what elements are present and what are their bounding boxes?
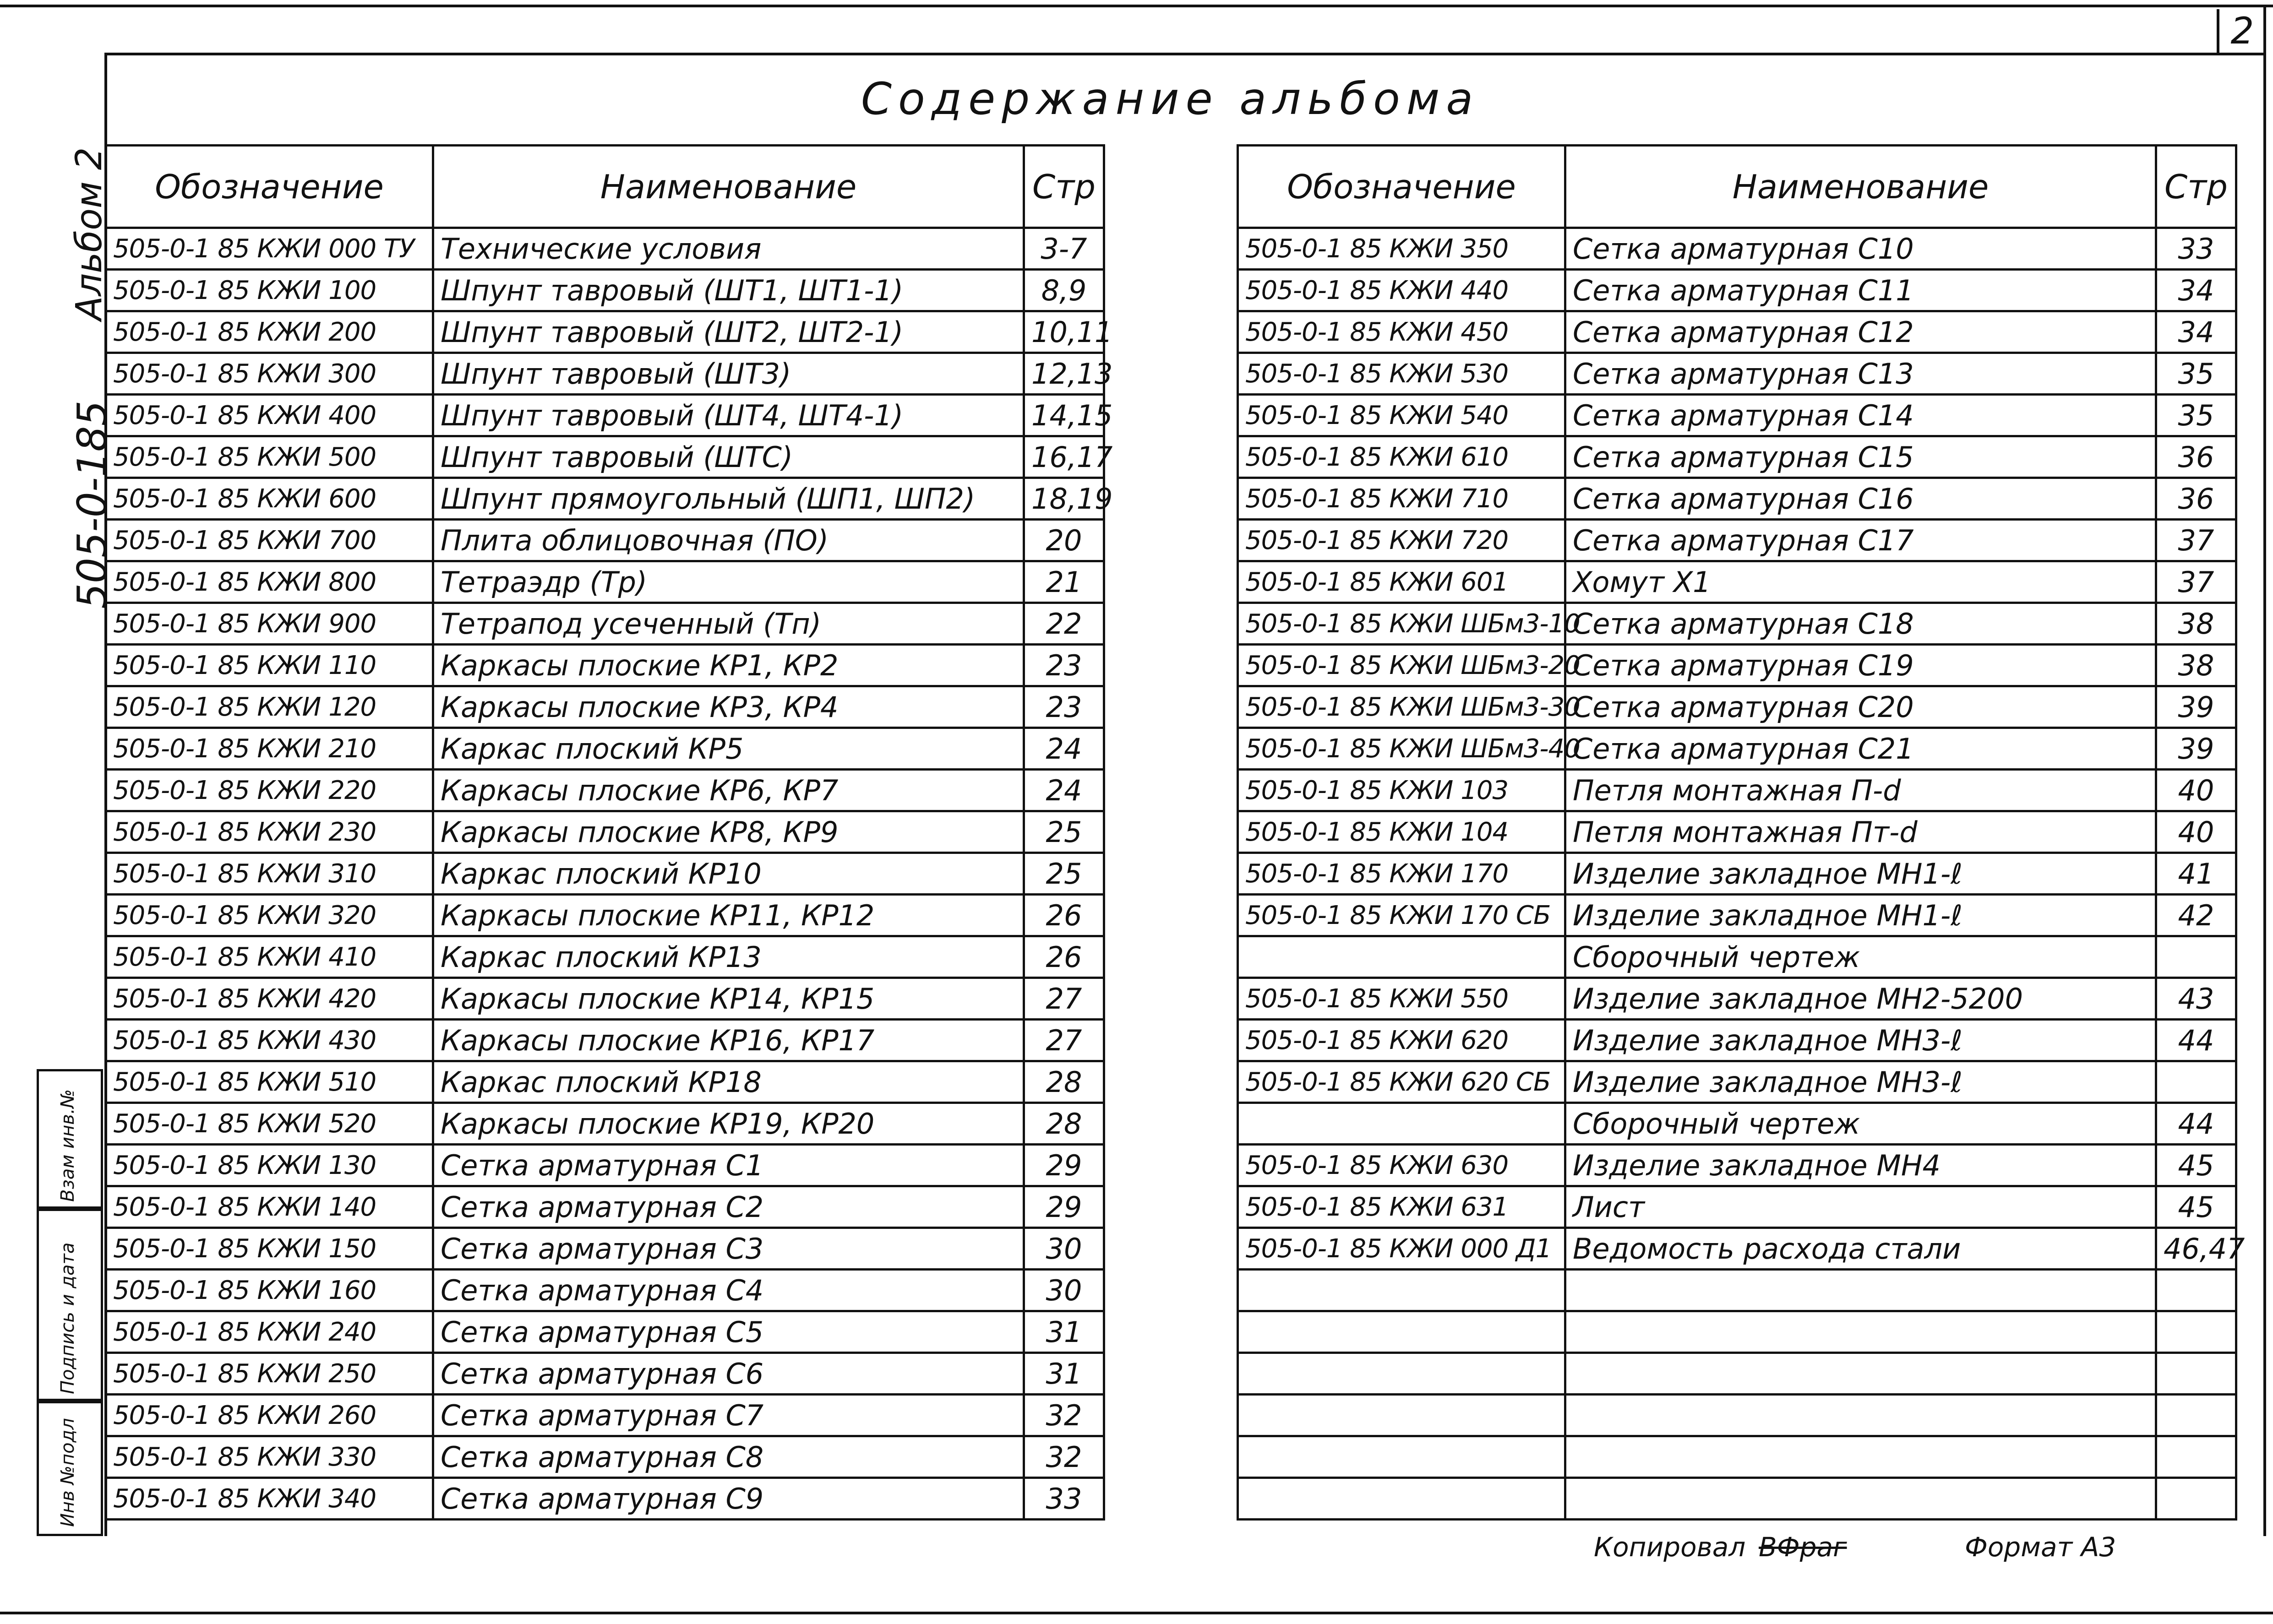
- designation-cell: 505-0-1 85 КЖИ 260: [106, 1395, 433, 1436]
- name-cell: Каркас плоский КР13: [433, 936, 1024, 978]
- table-row: [106, 728, 1104, 770]
- designation-cell: 505-0-1 85 КЖИ 700: [106, 520, 433, 561]
- table-row: [1238, 1311, 2236, 1353]
- table-row: [1238, 1145, 2236, 1186]
- page-cell: 16,17: [1024, 436, 1104, 478]
- table-row: [106, 1270, 1104, 1311]
- designation-cell: 505-0-1 85 КЖИ 210: [106, 728, 433, 770]
- table-row: [1238, 1020, 2236, 1061]
- name-cell: Изделие закладное МН3-ℓ: [1565, 1061, 2156, 1103]
- contents-table-right: [1237, 144, 2245, 1521]
- designation-cell: 505-0-1 85 КЖИ 240: [106, 1311, 433, 1353]
- designation-cell: 505-0-1 85 КЖИ 610: [1238, 436, 1565, 478]
- page-cell: 40: [2156, 770, 2236, 811]
- page-cell: 26: [1024, 936, 1104, 978]
- page-cell: 25: [1024, 811, 1104, 853]
- designation-cell: 505-0-1 85 КЖИ 631: [1238, 1186, 1565, 1228]
- table-row: [106, 520, 1104, 561]
- name-cell: Петля монтажная Пт-d: [1565, 811, 2156, 853]
- page-cell: 28: [1024, 1103, 1104, 1145]
- name-cell: Сетка арматурная С5: [433, 1311, 1024, 1353]
- designation-cell: 505-0-1 85 КЖИ 400: [106, 395, 433, 436]
- page-cell: [2156, 1311, 2236, 1353]
- name-cell: Хомут Х1: [1565, 561, 2156, 603]
- table-row: [1238, 561, 2236, 603]
- name-cell: Ведомость расхода стали: [1565, 1228, 2156, 1270]
- page-cell: 44: [2156, 1103, 2236, 1145]
- table-row: [106, 1436, 1104, 1478]
- table-row: [106, 645, 1104, 686]
- name-cell: Сетка арматурная С2: [433, 1186, 1024, 1228]
- page-cell: 42: [2156, 895, 2236, 936]
- designation-cell: 505-0-1 85 КЖИ 250: [106, 1353, 433, 1395]
- page-cell: 18,19: [1024, 478, 1104, 520]
- name-cell: Каркасы плоские КР19, КР20: [433, 1103, 1024, 1145]
- name-cell: Сетка арматурная С16: [1565, 478, 2156, 520]
- page-cell: 29: [1024, 1145, 1104, 1186]
- table-row: [106, 978, 1104, 1020]
- page-cell: 32: [1024, 1436, 1104, 1478]
- designation-cell: [1238, 936, 1565, 978]
- designation-cell: 505-0-1 85 КЖИ 540: [1238, 395, 1565, 436]
- name-cell: Каркасы плоские КР8, КР9: [433, 811, 1024, 853]
- name-cell: Сетка арматурная С13: [1565, 353, 2156, 395]
- name-cell: Сетка арматурная С7: [433, 1395, 1024, 1436]
- table-row: [1238, 520, 2236, 561]
- page-cell: 33: [2156, 228, 2236, 270]
- designation-cell: [1238, 1395, 1565, 1436]
- table-row: [1238, 1270, 2236, 1311]
- name-cell: Сетка арматурная С17: [1565, 520, 2156, 561]
- table-row: [106, 1186, 1104, 1228]
- page-cell: 26: [1024, 895, 1104, 936]
- table-row: [106, 478, 1104, 520]
- table-row: [1238, 686, 2236, 728]
- page-cell: 38: [2156, 645, 2236, 686]
- table-row: [106, 228, 1104, 270]
- table-row: [106, 895, 1104, 936]
- table-row: [106, 395, 1104, 436]
- table-row: [1238, 353, 2236, 395]
- designation-cell: 505-0-1 85 КЖИ 000 Д1: [1238, 1228, 1565, 1270]
- name-cell: Сетка арматурная С6: [433, 1353, 1024, 1395]
- table-row: [106, 311, 1104, 353]
- name-cell: Шпунт тавровый (ШТ1, ШТ1-1): [433, 270, 1024, 311]
- table-row: [106, 353, 1104, 395]
- designation-cell: 505-0-1 85 КЖИ 620: [1238, 1020, 1565, 1061]
- header-name: Наименование: [433, 146, 1024, 228]
- table-row: [106, 1103, 1104, 1145]
- page-cell: 28: [1024, 1061, 1104, 1103]
- table-row: [1238, 728, 2236, 770]
- designation-cell: 505-0-1 85 КЖИ 310: [106, 853, 433, 895]
- table-row: [1238, 603, 2236, 645]
- page-cell: 10,11: [1024, 311, 1104, 353]
- name-cell: Изделие закладное МН1-ℓ: [1565, 853, 2156, 895]
- name-cell: Сетка арматурная С14: [1565, 395, 2156, 436]
- name-cell: Каркас плоский КР10: [433, 853, 1024, 895]
- designation-cell: 505-0-1 85 КЖИ 104: [1238, 811, 1565, 853]
- name-cell: Сетка арматурная С12: [1565, 311, 2156, 353]
- name-cell: Лист: [1565, 1186, 2156, 1228]
- name-cell: Сборочный чертеж: [1565, 1103, 2156, 1145]
- name-cell: Каркас плоский КР5: [433, 728, 1024, 770]
- name-cell: Каркасы плоские КР14, КР15: [433, 978, 1024, 1020]
- page-cell: 35: [2156, 353, 2236, 395]
- designation-cell: 505-0-1 85 КЖИ 340: [106, 1478, 433, 1520]
- name-cell: Сетка арматурная С18: [1565, 603, 2156, 645]
- name-cell: Каркас плоский КР18: [433, 1061, 1024, 1103]
- name-cell: Шпунт тавровый (ШТ3): [433, 353, 1024, 395]
- table-row: [1238, 645, 2236, 686]
- designation-cell: 505-0-1 85 КЖИ 100: [106, 270, 433, 311]
- table-row: [1238, 978, 2236, 1020]
- name-cell: Сетка арматурная С8: [433, 1436, 1024, 1478]
- page-cell: 30: [1024, 1228, 1104, 1270]
- page-cell: 40: [2156, 811, 2236, 853]
- page-cell: 46,47: [2156, 1228, 2236, 1270]
- designation-cell: 505-0-1 85 КЖИ 900: [106, 603, 433, 645]
- page-cell: 43: [2156, 978, 2236, 1020]
- table-row: [1238, 770, 2236, 811]
- frame-top-line: [0, 5, 2273, 7]
- designation-cell: 505-0-1 85 КЖИ 530: [1238, 353, 1565, 395]
- page-cell: 27: [1024, 1020, 1104, 1061]
- header-designation: Обозначение: [106, 146, 433, 228]
- table-row: [106, 936, 1104, 978]
- designation-cell: 505-0-1 85 КЖИ ШБм3-40: [1238, 728, 1565, 770]
- page-cell: 8,9: [1024, 270, 1104, 311]
- designation-cell: 505-0-1 85 КЖИ 550: [1238, 978, 1565, 1020]
- page-cell: 25: [1024, 853, 1104, 895]
- designation-cell: 505-0-1 85 КЖИ 160: [106, 1270, 433, 1311]
- table-row: [1238, 811, 2236, 853]
- name-cell: Сетка арматурная С15: [1565, 436, 2156, 478]
- name-cell: Плита облицовочная (ПО): [433, 520, 1024, 561]
- copied-by-label: Копировал: [1594, 1532, 1746, 1563]
- designation-cell: [1238, 1103, 1565, 1145]
- designation-cell: 505-0-1 85 КЖИ 630: [1238, 1145, 1565, 1186]
- page-cell: [2156, 1061, 2236, 1103]
- designation-cell: 505-0-1 85 КЖИ 330: [106, 1436, 433, 1478]
- name-cell: [1565, 1436, 2156, 1478]
- page-cell: 39: [2156, 686, 2236, 728]
- designation-cell: [1238, 1436, 1565, 1478]
- name-cell: Сетка арматурная С10: [1565, 228, 2156, 270]
- table-row: [1238, 395, 2236, 436]
- name-cell: Сетка арматурная С1: [433, 1145, 1024, 1186]
- name-cell: Изделие закладное МН1-ℓ: [1565, 895, 2156, 936]
- table-row: [1238, 936, 2236, 978]
- page-cell: 38: [2156, 603, 2236, 645]
- table-row: [106, 686, 1104, 728]
- name-cell: Изделие закладное МН2-5200: [1565, 978, 2156, 1020]
- designation-cell: 505-0-1 85 КЖИ 500: [106, 436, 433, 478]
- table-row: [1238, 478, 2236, 520]
- page-cell: [2156, 936, 2236, 978]
- name-cell: Шпунт тавровый (ШТС): [433, 436, 1024, 478]
- name-cell: Изделие закладное МН4: [1565, 1145, 2156, 1186]
- page-cell: 41: [2156, 853, 2236, 895]
- name-cell: [1565, 1478, 2156, 1520]
- designation-cell: 505-0-1 85 КЖИ 410: [106, 936, 433, 978]
- page-cell: 44: [2156, 1020, 2236, 1061]
- table-row: [1238, 853, 2236, 895]
- frame-inner-top-line: [104, 53, 2266, 55]
- page-cell: 31: [1024, 1353, 1104, 1395]
- designation-cell: 505-0-1 85 КЖИ 601: [1238, 561, 1565, 603]
- name-cell: Каркасы плоские КР3, КР4: [433, 686, 1024, 728]
- header-page: Стр: [2156, 146, 2236, 228]
- table-row: [1238, 1478, 2236, 1520]
- page-cell: 34: [2156, 270, 2236, 311]
- page-cell: 32: [1024, 1395, 1104, 1436]
- name-cell: [1565, 1353, 2156, 1395]
- page-title: Содержание альбома: [861, 73, 1480, 125]
- table-row: [106, 1478, 1104, 1520]
- designation-cell: [1238, 1478, 1565, 1520]
- designation-cell: 505-0-1 85 КЖИ 600: [106, 478, 433, 520]
- table-row: [106, 811, 1104, 853]
- page-cell: 33: [1024, 1478, 1104, 1520]
- copied-by-signature: ВФраг: [1759, 1532, 1847, 1563]
- page-cell: 35: [2156, 395, 2236, 436]
- name-cell: Каркасы плоские КР11, КР12: [433, 895, 1024, 936]
- name-cell: Сборочный чертеж: [1565, 936, 2156, 978]
- designation-cell: 505-0-1 85 КЖИ 450: [1238, 311, 1565, 353]
- format-label: Формат А3: [1965, 1532, 2116, 1563]
- name-cell: Шпунт тавровый (ШТ4, ШТ4-1): [433, 395, 1024, 436]
- header-name: Наименование: [1565, 146, 2156, 228]
- designation-cell: 505-0-1 85 КЖИ 300: [106, 353, 433, 395]
- table-row: [1238, 1353, 2236, 1395]
- page-cell: 12,13: [1024, 353, 1104, 395]
- table-row: [106, 770, 1104, 811]
- designation-cell: 505-0-1 85 КЖИ 140: [106, 1186, 433, 1228]
- page-cell: 24: [1024, 770, 1104, 811]
- page-cell: 45: [2156, 1145, 2236, 1186]
- frame-right-line: [2263, 5, 2266, 1536]
- name-cell: Сетка арматурная С9: [433, 1478, 1024, 1520]
- page-cell: [2156, 1478, 2236, 1520]
- page-cell: 37: [2156, 561, 2236, 603]
- table-row: [106, 1020, 1104, 1061]
- side-album-label: Альбом 2: [69, 147, 110, 320]
- table-row: [1238, 1186, 2236, 1228]
- page-cell: 14,15: [1024, 395, 1104, 436]
- page-cell: 36: [2156, 478, 2236, 520]
- designation-cell: 505-0-1 85 КЖИ 350: [1238, 228, 1565, 270]
- designation-cell: 505-0-1 85 КЖИ 800: [106, 561, 433, 603]
- name-cell: Изделие закладное МН3-ℓ: [1565, 1020, 2156, 1061]
- page-cell: 22: [1024, 603, 1104, 645]
- side-series-label: 505-0-185: [69, 400, 116, 609]
- page-cell: 24: [1024, 728, 1104, 770]
- stamp-label-signature: Подпись и дата: [57, 1242, 78, 1394]
- designation-cell: 505-0-1 85 КЖИ 120: [106, 686, 433, 728]
- header-page: Стр: [1024, 146, 1104, 228]
- designation-cell: 505-0-1 85 КЖИ 320: [106, 895, 433, 936]
- page-cell: 39: [2156, 728, 2236, 770]
- table-row: [106, 270, 1104, 311]
- designation-cell: 505-0-1 85 КЖИ 430: [106, 1020, 433, 1061]
- designation-cell: 505-0-1 85 КЖИ 103: [1238, 770, 1565, 811]
- designation-cell: 505-0-1 85 КЖИ 520: [106, 1103, 433, 1145]
- page-cell: 20: [1024, 520, 1104, 561]
- table-row: [1238, 895, 2236, 936]
- table-row: [106, 853, 1104, 895]
- designation-cell: 505-0-1 85 КЖИ 200: [106, 311, 433, 353]
- designation-cell: [1238, 1270, 1565, 1311]
- table-row: [106, 1061, 1104, 1103]
- page-cell: 36: [2156, 436, 2236, 478]
- designation-cell: 505-0-1 85 КЖИ 510: [106, 1061, 433, 1103]
- table-row: [1238, 1103, 2236, 1145]
- table-row: [1238, 228, 2236, 270]
- table-row: [106, 1353, 1104, 1395]
- name-cell: [1565, 1270, 2156, 1311]
- name-cell: Каркасы плоские КР16, КР17: [433, 1020, 1024, 1061]
- page-cell: 30: [1024, 1270, 1104, 1311]
- header-designation: Обозначение: [1238, 146, 1565, 228]
- page-cell: 21: [1024, 561, 1104, 603]
- sheet-number: 2: [2217, 9, 2265, 55]
- designation-cell: 505-0-1 85 КЖИ 220: [106, 770, 433, 811]
- page-cell: [2156, 1395, 2236, 1436]
- table-row: [1238, 1061, 2236, 1103]
- table-row: [106, 436, 1104, 478]
- designation-cell: 505-0-1 85 КЖИ ШБм3-10: [1238, 603, 1565, 645]
- table-row: [1238, 270, 2236, 311]
- designation-cell: 505-0-1 85 КЖИ ШБм3-30: [1238, 686, 1565, 728]
- page-cell: [2156, 1270, 2236, 1311]
- table-row: [106, 1311, 1104, 1353]
- name-cell: Петля монтажная П-d: [1565, 770, 2156, 811]
- name-cell: Сетка арматурная С3: [433, 1228, 1024, 1270]
- designation-cell: 505-0-1 85 КЖИ 710: [1238, 478, 1565, 520]
- table-header-row: [106, 146, 1104, 228]
- name-cell: Тетрапод усеченный (Тп): [433, 603, 1024, 645]
- table-row: [1238, 1395, 2236, 1436]
- designation-cell: 505-0-1 85 КЖИ 440: [1238, 270, 1565, 311]
- name-cell: Шпунт тавровый (ШТ2, ШТ2-1): [433, 311, 1024, 353]
- designation-cell: 505-0-1 85 КЖИ 000 ТУ: [106, 228, 433, 270]
- name-cell: Сетка арматурная С21: [1565, 728, 2156, 770]
- page-cell: 3-7: [1024, 228, 1104, 270]
- designation-cell: [1238, 1311, 1565, 1353]
- designation-cell: 505-0-1 85 КЖИ 620 СБ: [1238, 1061, 1565, 1103]
- page-cell: 27: [1024, 978, 1104, 1020]
- page-cell: 37: [2156, 520, 2236, 561]
- name-cell: Каркасы плоские КР1, КР2: [433, 645, 1024, 686]
- page-cell: [2156, 1436, 2236, 1478]
- stamp-label-replace: Взам инв.№: [57, 1089, 78, 1202]
- table-row: [1238, 311, 2236, 353]
- page-cell: 34: [2156, 311, 2236, 353]
- designation-cell: 505-0-1 85 КЖИ ШБм3-20: [1238, 645, 1565, 686]
- table-row: [1238, 1228, 2236, 1270]
- designation-cell: 505-0-1 85 КЖИ 170: [1238, 853, 1565, 895]
- table-row: [106, 1228, 1104, 1270]
- name-cell: Технические условия: [433, 228, 1024, 270]
- name-cell: Сетка арматурная С4: [433, 1270, 1024, 1311]
- name-cell: Сетка арматурная С20: [1565, 686, 2156, 728]
- name-cell: Тетраэдр (Тр): [433, 561, 1024, 603]
- table-row: [106, 1395, 1104, 1436]
- table-row: [106, 561, 1104, 603]
- page-cell: 23: [1024, 645, 1104, 686]
- designation-cell: 505-0-1 85 КЖИ 130: [106, 1145, 433, 1186]
- page-cell: 45: [2156, 1186, 2236, 1228]
- name-cell: [1565, 1395, 2156, 1436]
- name-cell: [1565, 1311, 2156, 1353]
- page-cell: 31: [1024, 1311, 1104, 1353]
- name-cell: Сетка арматурная С11: [1565, 270, 2156, 311]
- table-row: [1238, 436, 2236, 478]
- designation-cell: 505-0-1 85 КЖИ 230: [106, 811, 433, 853]
- designation-cell: 505-0-1 85 КЖИ 110: [106, 645, 433, 686]
- name-cell: Шпунт прямоугольный (ШП1, ШП2): [433, 478, 1024, 520]
- page-cell: 29: [1024, 1186, 1104, 1228]
- designation-cell: 505-0-1 85 КЖИ 170 СБ: [1238, 895, 1565, 936]
- stamp-label-inventory: Инв №подл: [57, 1418, 78, 1527]
- contents-table-left: [104, 144, 1113, 1521]
- table-header-row: [1238, 146, 2236, 228]
- page-cell: 23: [1024, 686, 1104, 728]
- designation-cell: 505-0-1 85 КЖИ 420: [106, 978, 433, 1020]
- table-row: [1238, 1436, 2236, 1478]
- name-cell: Сетка арматурная С19: [1565, 645, 2156, 686]
- page-cell: [2156, 1353, 2236, 1395]
- table-row: [106, 1145, 1104, 1186]
- designation-cell: 505-0-1 85 КЖИ 720: [1238, 520, 1565, 561]
- name-cell: Каркасы плоские КР6, КР7: [433, 770, 1024, 811]
- designation-cell: [1238, 1353, 1565, 1395]
- table-row: [106, 603, 1104, 645]
- frame-bottom-line: [0, 1612, 2273, 1614]
- designation-cell: 505-0-1 85 КЖИ 150: [106, 1228, 433, 1270]
